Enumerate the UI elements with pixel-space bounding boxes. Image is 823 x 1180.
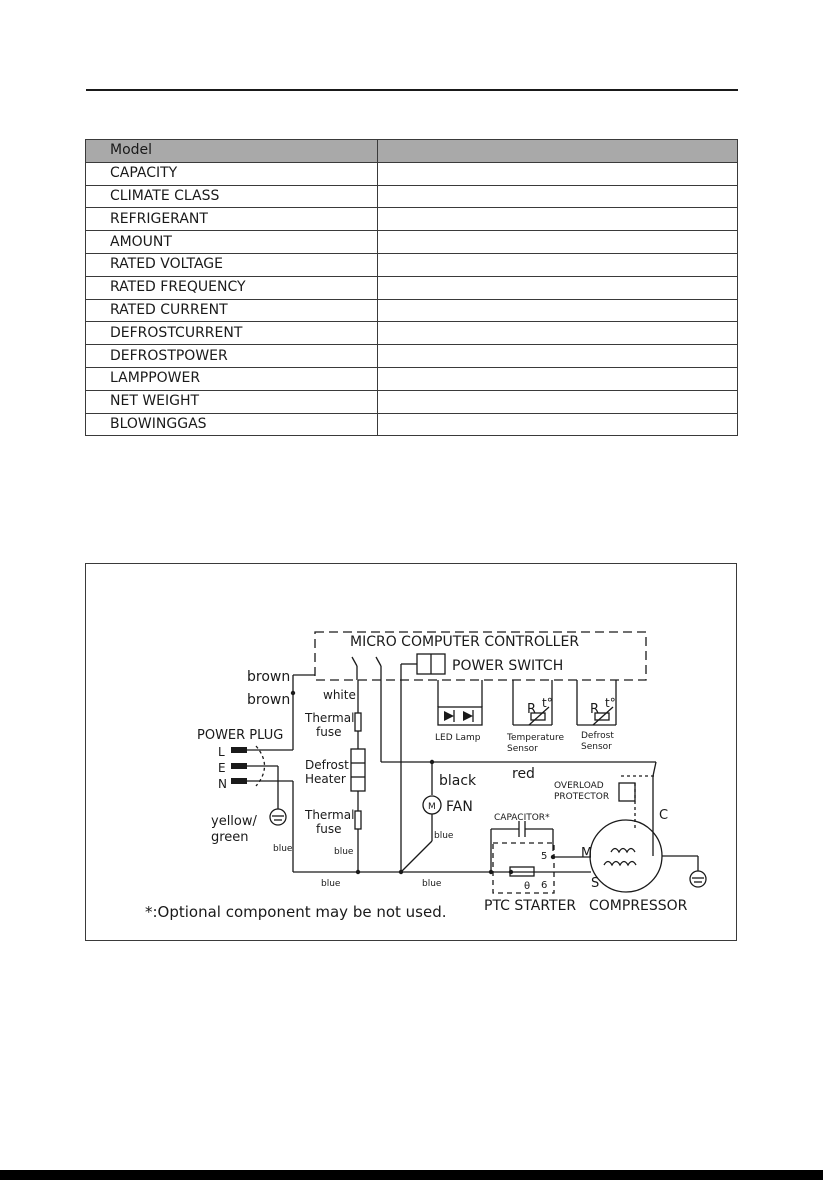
temp-sensor-label: Temperature [507, 733, 565, 743]
yellow-green-label: yellow/ [211, 814, 257, 829]
optional-note: *:Optional component may be not used. [145, 903, 447, 921]
row-label: AMOUNT [86, 231, 378, 254]
row-label: LAMPPOWER [86, 367, 378, 390]
compressor-s: S [591, 876, 600, 891]
temp-sensor-label-2: Sensor [507, 744, 538, 754]
power-switch-label: POWER SWITCH [452, 658, 564, 674]
row-value [378, 276, 738, 299]
compressor-label: COMPRESSOR [589, 898, 688, 914]
row-value [378, 162, 738, 185]
row-value [378, 345, 738, 368]
row-label: RATED CURRENT [86, 299, 378, 322]
row-label: DEFROSTCURRENT [86, 322, 378, 345]
spec-table [85, 139, 738, 436]
row-label: CAPACITY [86, 162, 378, 185]
plug-l-label: L [218, 745, 225, 759]
blue-label-2: blue [334, 847, 354, 857]
compressor-m: M [581, 846, 593, 861]
table-row [86, 299, 738, 322]
overload-label-2: PROTECTOR [554, 792, 610, 802]
ptc-pin-5: 5 [541, 851, 548, 862]
capacitor-label: CAPACITOR* [494, 813, 550, 823]
row-label: REFRIGERANT [86, 208, 378, 231]
controller-label: MICRO COMPUTER CONTROLLER [350, 634, 580, 650]
blue-label-3: blue [321, 879, 341, 889]
white-label: white [323, 688, 356, 702]
row-value [378, 253, 738, 276]
row-value [378, 299, 738, 322]
row-label: NET WEIGHT [86, 390, 378, 413]
red-label: red [512, 766, 535, 782]
fan-label: FAN [446, 799, 473, 815]
row-label: DEFROSTPOWER [86, 345, 378, 368]
table-row [86, 345, 738, 368]
ptc-starter-label: PTC STARTER [484, 898, 577, 914]
brown-label-2: brown [247, 692, 291, 708]
thermal-fuse-1-label-2: fuse [316, 725, 342, 739]
overload-label: OVERLOAD [554, 781, 604, 791]
row-value [378, 231, 738, 254]
brown-label-1: brown [247, 669, 291, 685]
table-row [86, 413, 738, 436]
model-value [378, 140, 738, 163]
plug-n-label: N [218, 777, 227, 791]
defrost-sensor-label: Defrost [581, 731, 614, 741]
compressor-c: C [659, 808, 669, 823]
row-value [378, 390, 738, 413]
plug-e-label: E [218, 761, 226, 775]
row-value [378, 367, 738, 390]
ptc-pin-6: 6 [541, 880, 548, 891]
top-rule [86, 89, 738, 91]
row-label: RATED FREQUENCY [86, 276, 378, 299]
table-row [86, 322, 738, 345]
table-header-row [86, 140, 738, 163]
row-value [378, 413, 738, 436]
row-value [378, 322, 738, 345]
fan-motor-m: M [428, 802, 436, 812]
blue-label-1: blue [273, 844, 293, 854]
row-label: RATED VOLTAGE [86, 253, 378, 276]
defrost-heater-label-2: Heater [305, 772, 346, 786]
row-label: CLIMATE CLASS [86, 185, 378, 208]
defrost-heater-label: Defrost [305, 758, 349, 772]
table-row [86, 231, 738, 254]
thermal-fuse-2-label-2: fuse [316, 822, 342, 836]
thermal-fuse-1-label: Thermal [305, 711, 355, 725]
table-row [86, 185, 738, 208]
row-label: BLOWINGGAS [86, 413, 378, 436]
wiring-diagram-svg [86, 564, 738, 942]
row-value [378, 185, 738, 208]
row-value [378, 208, 738, 231]
wiring-diagram [85, 563, 737, 941]
thermal-fuse-2-label: Thermal [305, 808, 355, 822]
ptc-theta: θ [524, 881, 531, 892]
blue-label-4: blue [434, 831, 454, 841]
power-plug-label: POWER PLUG [197, 728, 284, 743]
table-row [86, 253, 738, 276]
temp-sensor-t: t° [542, 696, 553, 710]
table-row [86, 162, 738, 185]
yellow-green-label-2: green [211, 830, 249, 845]
defrost-sensor-label-2: Sensor [581, 742, 612, 752]
blue-label-5: blue [422, 879, 442, 889]
table-row [86, 276, 738, 299]
defrost-sensor-r: R [590, 702, 600, 717]
temp-sensor-r: R [527, 702, 537, 717]
led-lamp-label: LED Lamp [435, 733, 481, 743]
bottom-edge [0, 1170, 823, 1180]
black-label: black [439, 773, 477, 789]
table-row [86, 367, 738, 390]
model-label: Model [86, 140, 378, 163]
defrost-sensor-t: t° [605, 696, 616, 710]
table-row [86, 390, 738, 413]
table-row [86, 208, 738, 231]
